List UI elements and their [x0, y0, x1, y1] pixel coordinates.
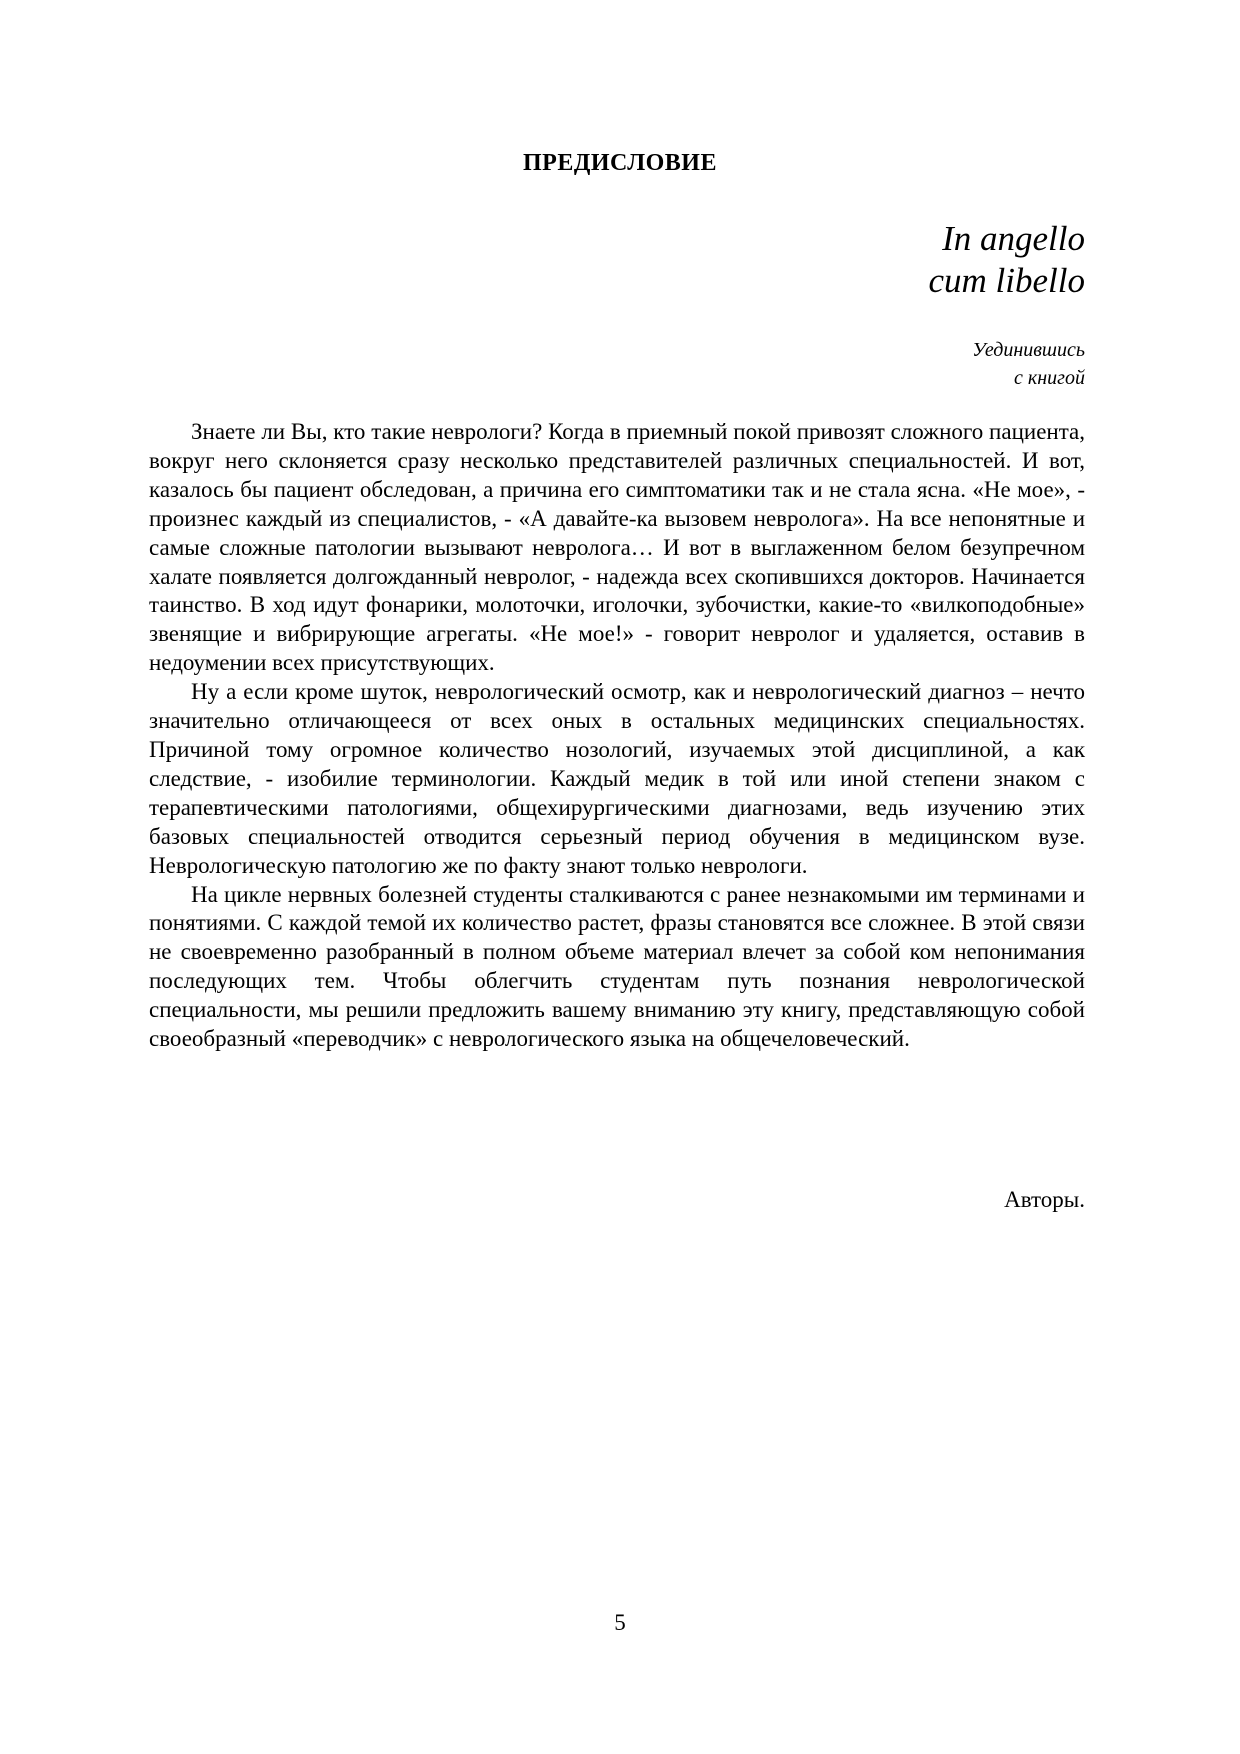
epigraph-translation [972, 336, 1085, 392]
paragraph-2: Ну а если кроме шуток, неврологический осмотр, как и неврологический диагноз – нечто значительно отличающееся от всех оных в остальных медицинских специальностях. Причиной тому огромное количество нозологий, изучаемых этой дисциплиной, а как следствие, - изобилие терминологии. Каждый медик в той или иной степени знаком с терапевтическими патологиями, общехирургическими диагнозами, ведь изучению этих базовых специальностей отводится серьезный период обучения в медицинском вузе. Неврологическую патологию же по факту знают только неврологи. [149, 679, 1085, 878]
page-number: 5 [614, 1610, 626, 1635]
epigraph-line-1: In angello [942, 219, 1085, 258]
paragraph-1: Знаете ли Вы, кто такие неврологи? Когда в приемный покой привозят сложного пациента, вокруг него склоняется сразу несколько представителей различных специальностей. И вот, казалось бы пациент обследован, а причина его симптоматики так и не стала ясна. «Не мое», - произнес каждый из специалистов, - «А давайте-ка вызовем невролога». На все непонятные и самые сложные патологии вызывают невролога… И вот в выглаженном белом безупречном халате появляется долгожданный невролог, - надежда всех скопившихся докторов. Начинается таинство. В ход идут фонарики, молоточки, иголочки, зубочистки, какие-то «вилкоподобные» звенящие и вибрирующие агрегаты. «Не мое!» - говорит невролог и удаляется, оставив в недоумении всех присутствующих. [149, 419, 1085, 676]
epigraph [929, 218, 1086, 302]
preface-body [149, 418, 1085, 1054]
authors-signature: Авторы. [1004, 1187, 1085, 1212]
page-title: ПРЕДИСЛОВИЕ [523, 150, 717, 176]
epigraph-line-2: cum libello [928, 261, 1085, 300]
epigraph-translation-line-2: с книгой [1014, 367, 1085, 389]
epigraph-translation-line-1: Уединившись [972, 339, 1085, 361]
paragraph-3: На цикле нервных болезней студенты сталкиваются с ранее незнакомыми им терминами и понятиями. С каждой темой их количество растет, фразы становятся все сложнее. В этой связи не своевременно разобранный в полном объеме материал влечет за собой ком непонимания последующих тем. Чтобы облегчить студентам путь познания неврологической специальности, мы решили предложить вашему вниманию эту книгу, представляющую собой своеобразный «переводчик» с неврологического языка на общечеловеческий. [149, 881, 1085, 1052]
